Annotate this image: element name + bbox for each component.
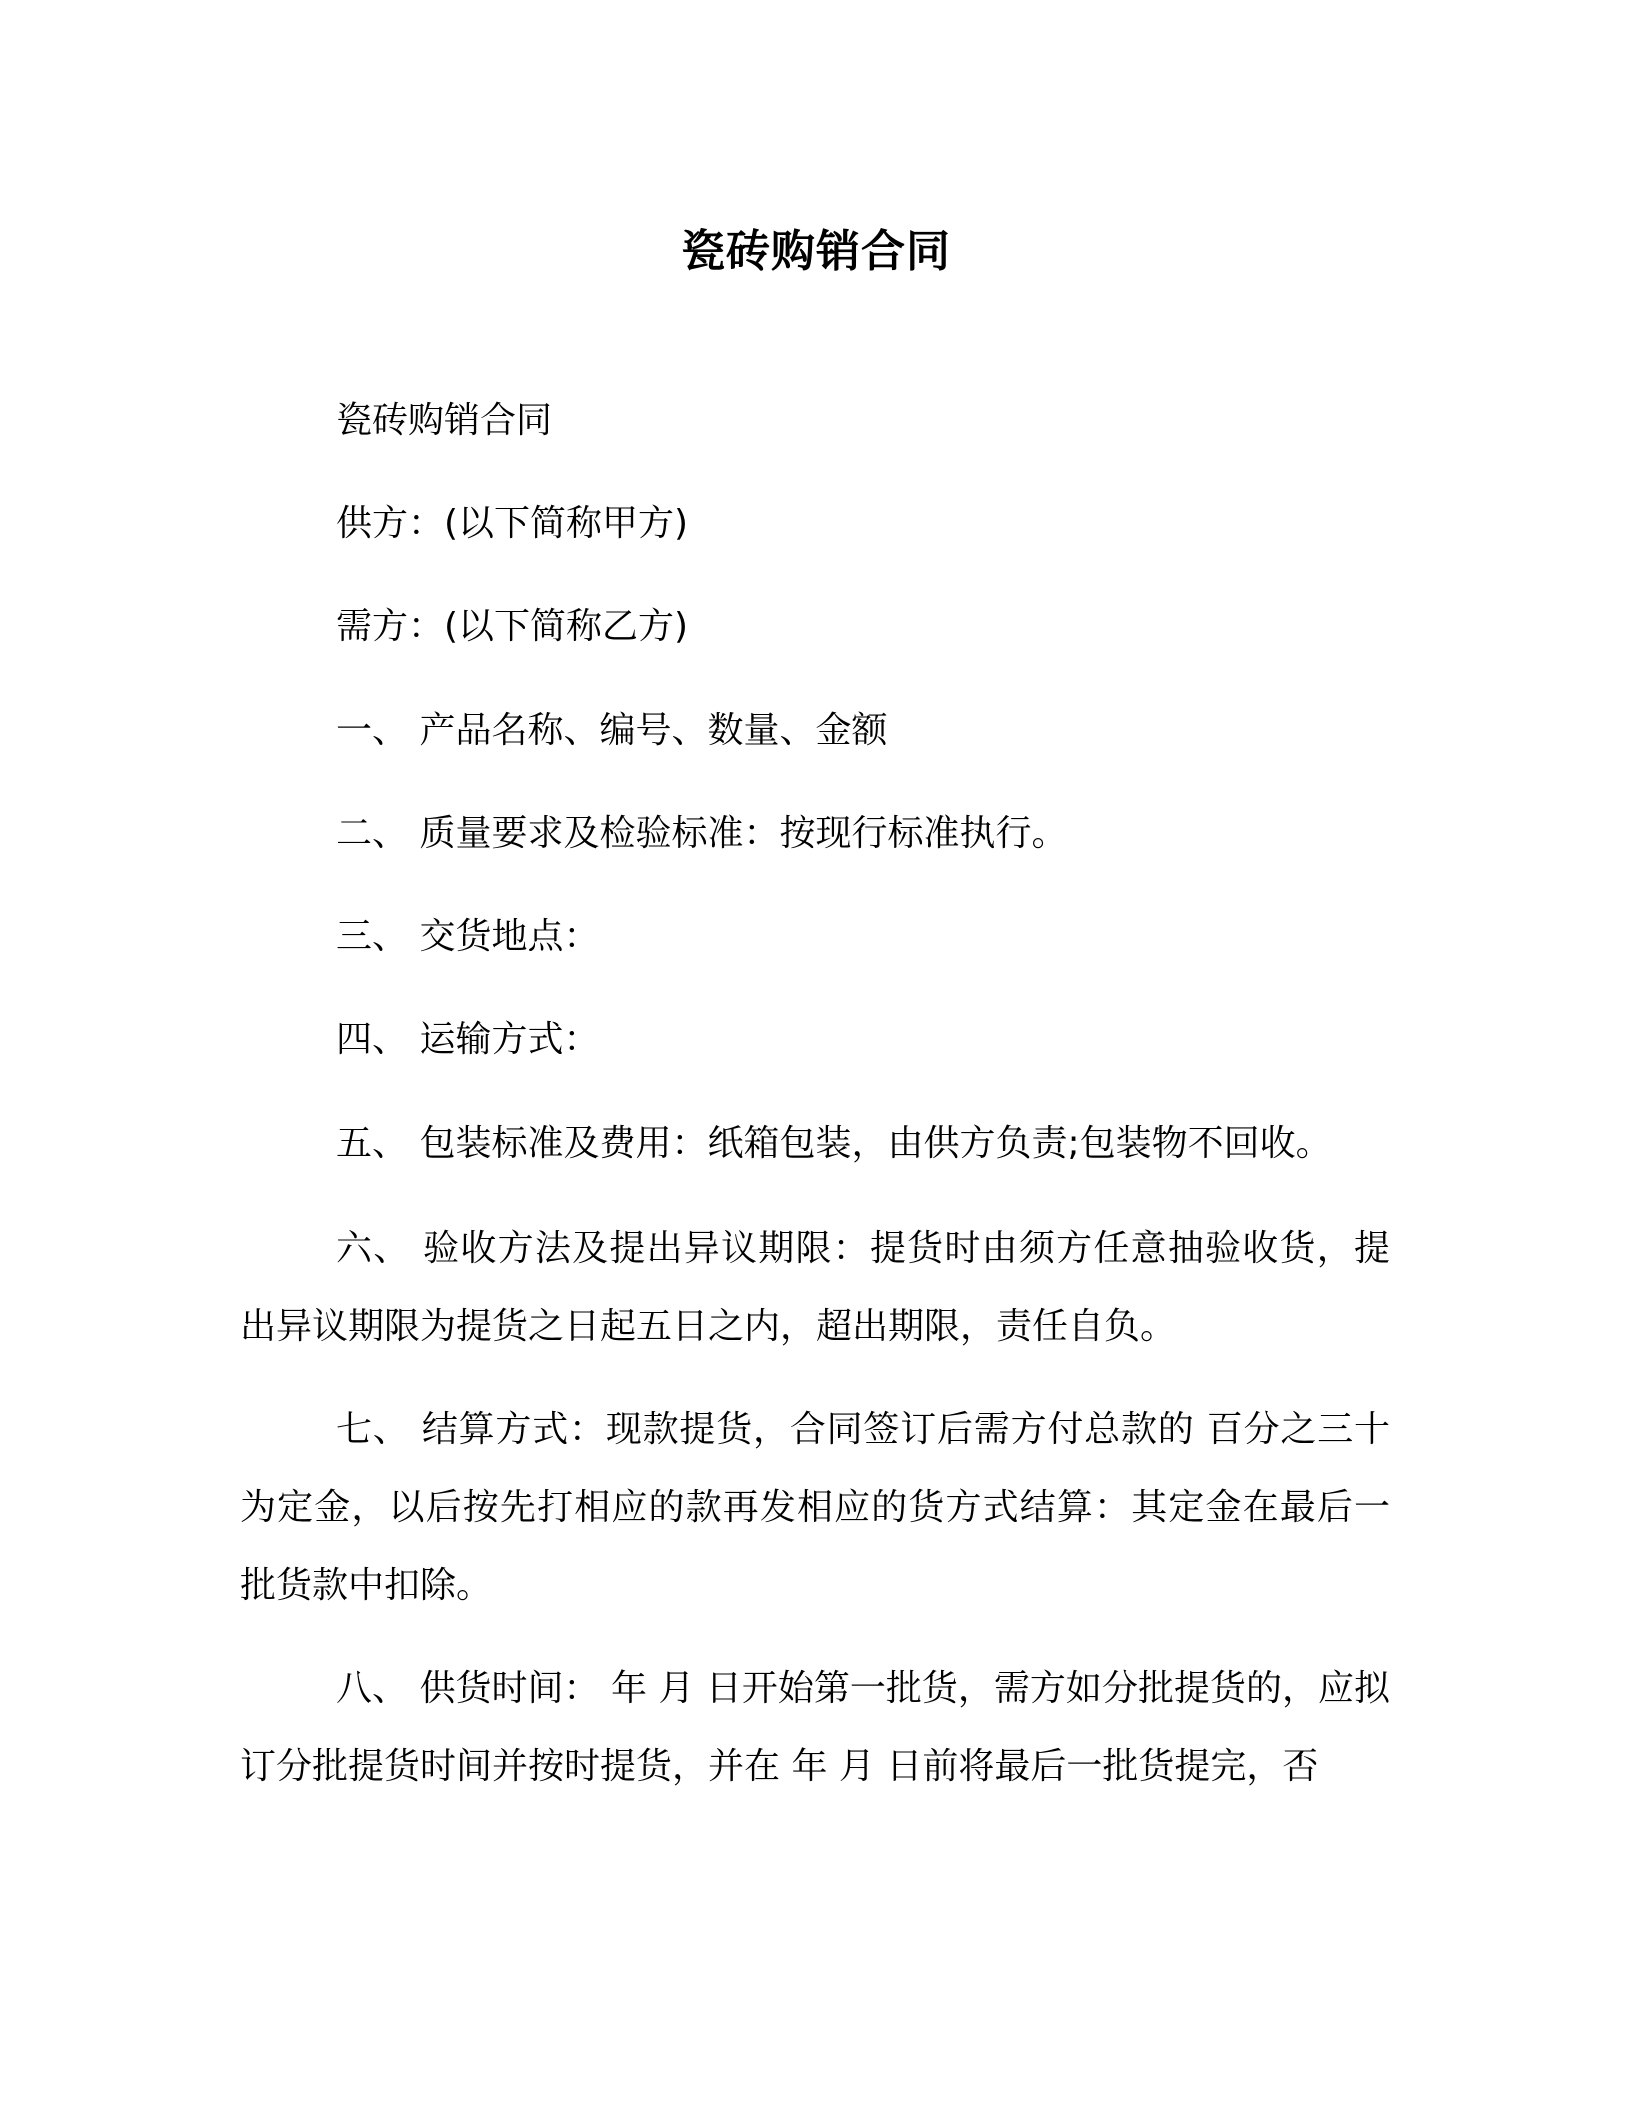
clause-8: 八、 供货时间： 年 月 日开始第一批货，需方如分批提货的，应拟订分批提货时间并按时提货，并在 年 月 日前将最后一批货提完，否 [240, 1668, 1390, 1787]
clause-4: 四、 运输方式： [336, 1019, 600, 1060]
clause-2: 二、 质量要求及检验标准：按现行标准执行。 [336, 813, 1068, 854]
document-title: 瓷砖购销合同 [681, 226, 951, 277]
clause-5: 五、 包装标准及费用：纸箱包装，由供方负责;包装物不回收。 [336, 1123, 1332, 1164]
clause-6: 六、 验收方法及提出异议期限：提货时由须方任意抽验收货，提出异议期限为提货之日起五日之内，超出期限，责任自负。 [240, 1228, 1390, 1347]
clause-3: 三、 交货地点： [336, 916, 600, 957]
clause-7: 七、 结算方式：现款提货，合同签订后需方付总款的 百分之三十 为定金，以后按先打相应的款再发相应的货方式结算：其定金在最后一批货款中扣除。 [240, 1409, 1390, 1606]
contract-heading: 瓷砖购销合同 [336, 400, 553, 441]
clause-1: 一、 产品名称、编号、数量、金额 [336, 710, 888, 751]
supplier-line: 供方：(以下简称甲方) [336, 503, 689, 544]
buyer-line: 需方：(以下简称乙方) [336, 606, 689, 647]
